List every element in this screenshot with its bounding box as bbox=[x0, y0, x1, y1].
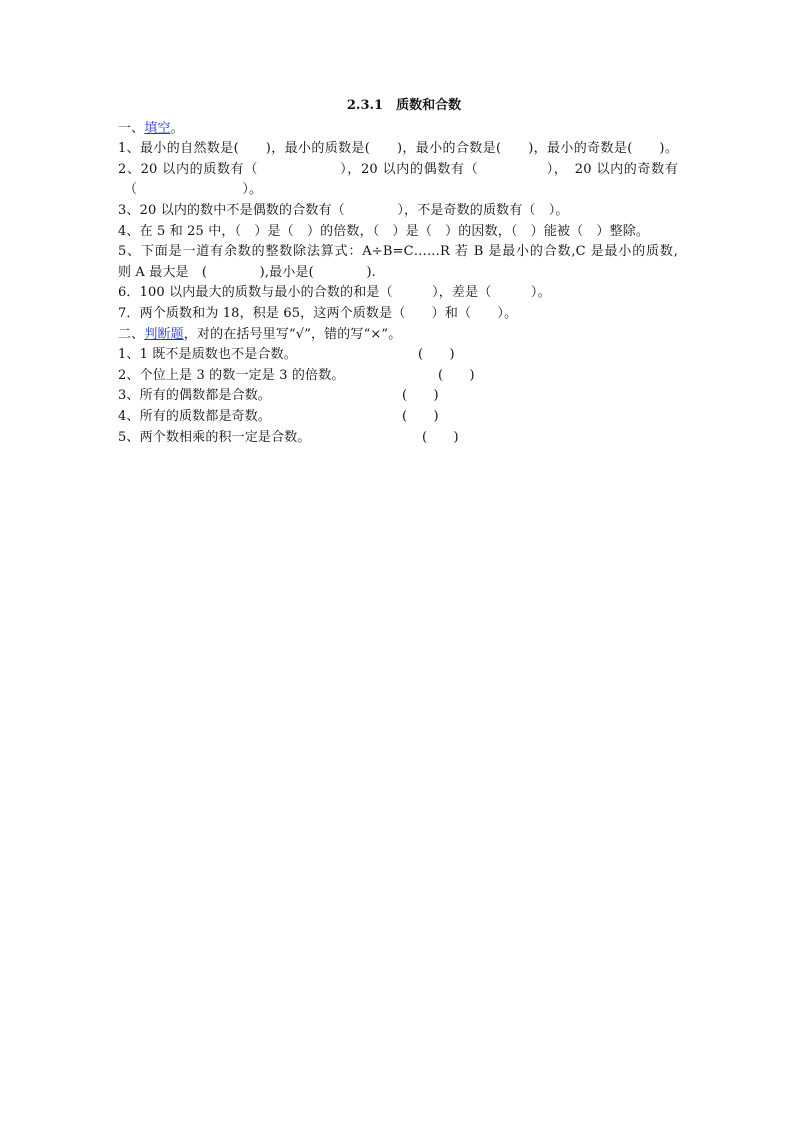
section-prefix: 一、 bbox=[118, 120, 145, 136]
judgment-text: 5、两个数相乘的积一定是合数。 bbox=[118, 429, 311, 445]
question-3: 3、20 以内的数中不是偶数的合数有（ ），不是奇数的质数有（ ）。 bbox=[118, 202, 569, 218]
judgment-item bbox=[118, 366, 678, 387]
answer-bracket: ( ) bbox=[402, 408, 439, 424]
answer-bracket: ( ) bbox=[438, 367, 475, 383]
question-1: 1、最小的自然数是( )，最小的质数是( )，最小的合数是( )，最小的奇数是( )。 bbox=[118, 141, 678, 157]
section-prefix: 二、 bbox=[118, 326, 145, 342]
answer-bracket: ( ) bbox=[418, 347, 455, 363]
question-5-line-1: 5、下面是一道有余数的整数除法算式：A÷B=C……R 若 B 是最小的合数,C 是最小的质数, bbox=[118, 244, 678, 260]
answer-bracket: ( ) bbox=[402, 388, 439, 404]
answer-bracket: ( ) bbox=[422, 429, 459, 445]
question-7: 7．两个质数和为 18，积是 65，这两个质数是（ ）和（ ）。 bbox=[118, 305, 518, 321]
question-2-line-2: （ ）。 bbox=[124, 182, 263, 198]
judgment-text: 1、1 既不是质数也不是合数。 bbox=[118, 347, 297, 363]
page-title: 2.3.1 质数和合数 bbox=[346, 98, 462, 113]
judgment-item bbox=[118, 428, 678, 449]
section-suffix: 。 bbox=[170, 120, 184, 136]
worksheet-page bbox=[118, 96, 678, 448]
fill-blanks-link[interactable]: 填空 bbox=[144, 120, 171, 136]
judgment-item bbox=[118, 407, 678, 428]
question-5-line-2: 则 A 最大是 ( ),最小是( ). bbox=[118, 264, 376, 280]
section-heading-fill-blanks bbox=[118, 119, 678, 140]
section-suffix: ，对的在括号里写“√”，错的写“×”。 bbox=[183, 326, 402, 342]
question-2-line-1: 2、20 以内的质数有（ ），20 以内的偶数有（ ）， 20 以内的奇数有 bbox=[118, 161, 678, 177]
judgment-text: 4、所有的质数都是奇数。 bbox=[118, 408, 272, 424]
judgment-item bbox=[118, 386, 678, 407]
question-6: 6．100 以内最大的质数与最小的合数的和是（ ），差是（ ）。 bbox=[118, 285, 551, 301]
judgment-text: 3、所有的偶数都是合数。 bbox=[118, 388, 272, 404]
judgment-link[interactable]: 判断题 bbox=[144, 326, 184, 342]
judgment-text: 2、个位上是 3 的数一定是 3 的倍数。 bbox=[118, 367, 345, 383]
judgment-item bbox=[118, 345, 678, 366]
question-4: 4、在 5 和 25 中，（ ）是（ ）的倍数，（ ）是（ ）的因数，（ ）能被（ ）整除。 bbox=[118, 223, 650, 239]
section-heading-judgment bbox=[118, 325, 678, 346]
